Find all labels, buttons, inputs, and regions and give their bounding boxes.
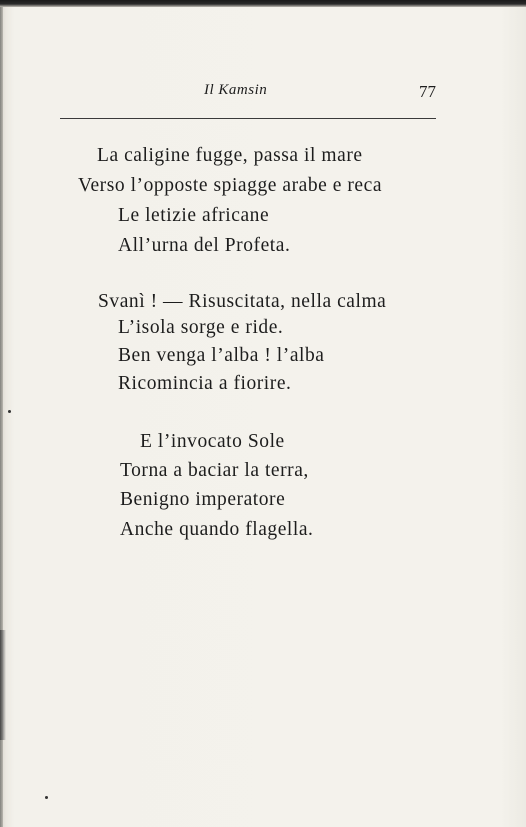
- poem-line: Le letizie africane: [118, 205, 270, 226]
- ink-speck: [8, 410, 11, 413]
- page-header: [60, 80, 436, 104]
- poem-line: Anche quando flagella.: [120, 519, 314, 540]
- header-rule: [60, 118, 436, 119]
- poem-line: All’urna del Profeta.: [118, 235, 291, 256]
- ink-speck: [45, 796, 48, 799]
- page-number: 77: [419, 82, 436, 101]
- poem-line: Ricomincia a fiorire.: [118, 373, 292, 394]
- page-top-shadow: [0, 0, 526, 7]
- poem-line: Benigno imperatore: [120, 489, 286, 510]
- poem-line: Svanì ! — Risuscitata, nella calma: [98, 291, 387, 312]
- running-title: Il Kamsin: [204, 82, 268, 98]
- poem-line: Torna a baciar la terra,: [120, 460, 309, 481]
- poem-line: Ben venga l’alba ! l’alba: [118, 345, 325, 366]
- poem-line: E l’invocato Sole: [140, 431, 285, 452]
- poem-line: Verso l’opposte spiagge arabe e reca: [78, 175, 383, 196]
- poem-line: L’isola sorge e ride.: [118, 317, 284, 338]
- binding-mark: [0, 630, 6, 740]
- poem-line: La caligine fugge, passa il mare: [97, 145, 363, 166]
